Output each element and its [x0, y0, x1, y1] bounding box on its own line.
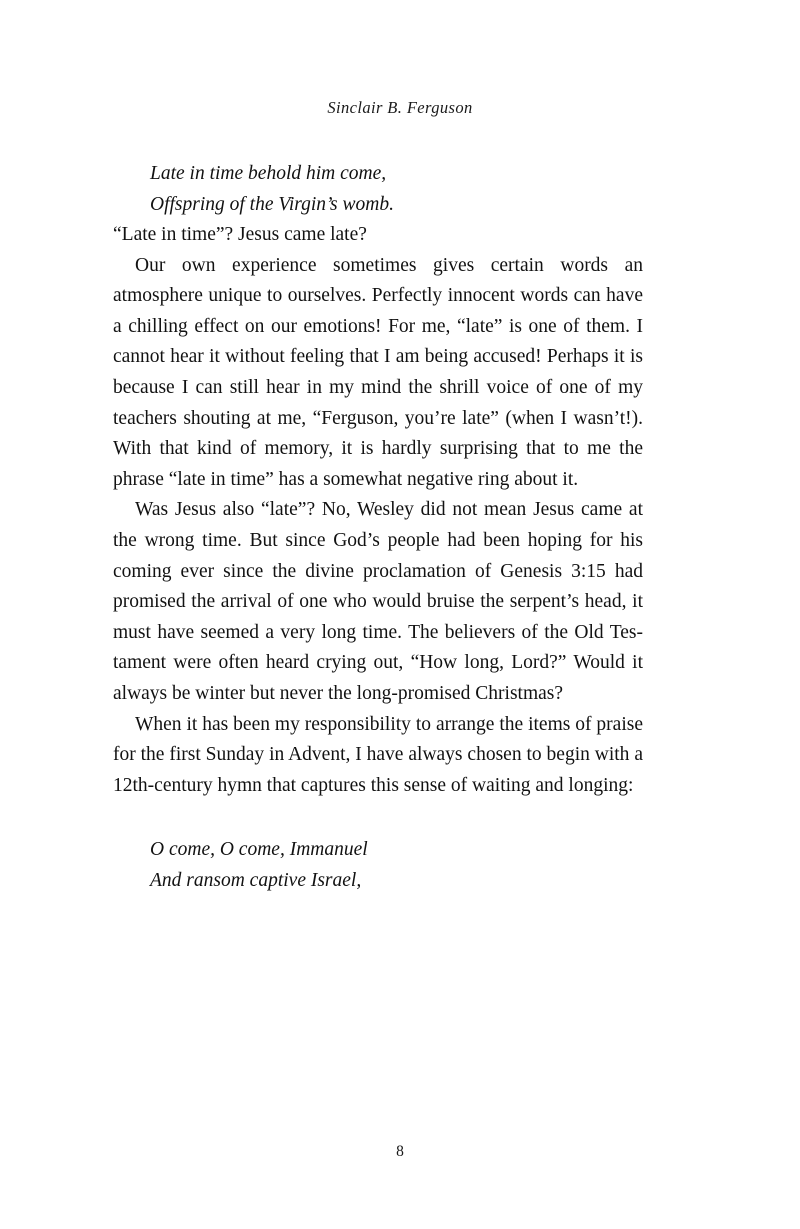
verse-line: Late in time behold him come,	[150, 163, 387, 184]
paragraph: When it has been my responsibility to arrange the items of praise for the first Sunday in Advent, I have always chosen to begin with a 12th-century hymn that captures this sense of waiting and longing:	[113, 713, 643, 796]
verse-block-bottom	[150, 834, 643, 896]
verse-line: O come, O come, Immanuel	[150, 839, 368, 861]
verse-line: Offspring of the Virgin’s womb.	[150, 194, 394, 215]
verse-block-top	[150, 158, 643, 220]
page-body	[113, 158, 643, 896]
page-number: 8	[396, 1143, 404, 1160]
paragraph: Our own experience sometimes gives certain words an atmosphere unique to ourselves. Perfectly innocent words can have a chilling effect on our emotions! For me, “late” is one of them. I cannot hear it without feeling that I am being accused! Perhaps it is because I can still hear in my mind the shrill voice of one of my teachers shouting at me, “Ferguson, you’re late” (when I wasn’t!). With that kind of memory, it is hardly surprising that to me the phrase “late in time” has a somewhat negative ring about it.	[113, 254, 643, 490]
paragraph: “Late in time”? Jesus came late?	[113, 224, 367, 245]
running-head: Sinclair B. Ferguson	[327, 98, 473, 117]
paragraph: Was Jesus also “late”? No, Wesley did not mean Jesus came at the wrong time. But since God’s people had been hoping for his coming ever since the divine proclamation of Genesis 3:15 had promised the arrival of one who would bruise the serpent’s head, it must have seemed a very long time. The believers of the Old Testament were often heard crying out, “How long, Lord?” Would it always be winter but never the long-promised Christmas?	[113, 499, 643, 704]
verse-line: And ransom captive Israel,	[150, 870, 362, 892]
